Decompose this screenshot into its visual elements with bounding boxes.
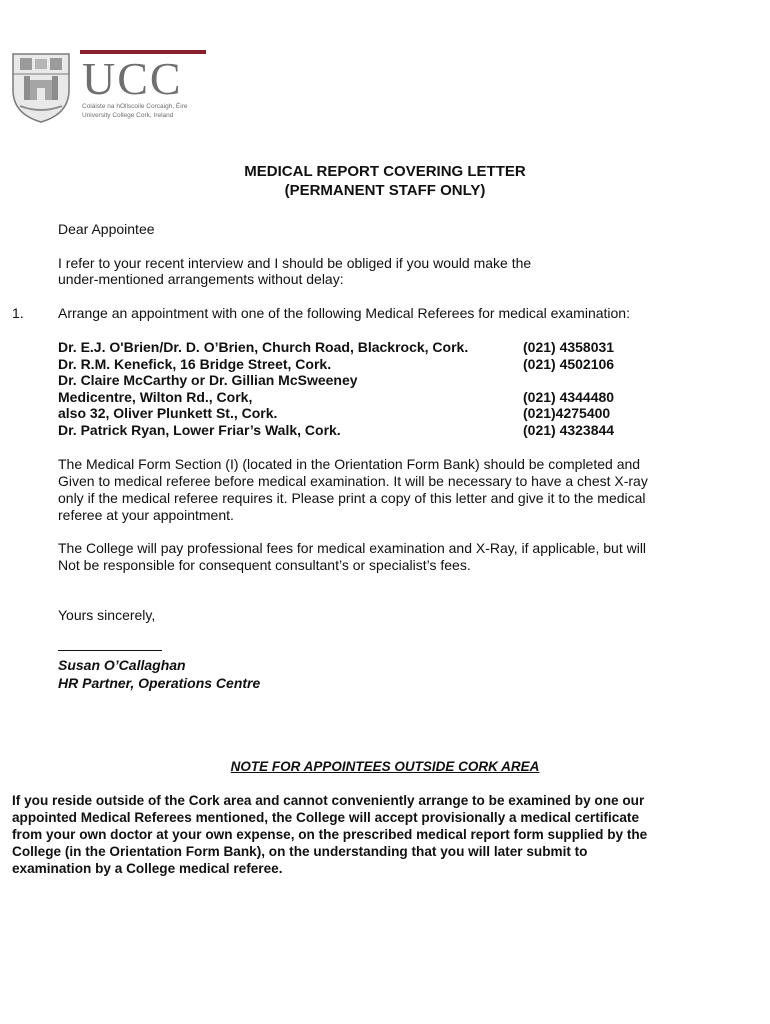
signatory-role: HR Partner, Operations Centre (58, 675, 261, 691)
referee-phone: (021) 4344480 (523, 389, 615, 405)
form-para-line-2: Given to medical referee before medical examination. It will be necessary to have a chest X-ray (58, 473, 648, 489)
referee-name: also 32, Oliver Plunkett St., Cork. (58, 405, 278, 421)
referee-name: Dr. E.J. O'Brien/Dr. D. O’Brien, Church Road, Blackrock, Cork. (58, 339, 469, 355)
item-number: 1. (12, 305, 24, 321)
closing: Yours sincerely, (58, 607, 156, 623)
note-heading: NOTE FOR APPOINTEES OUTSIDE CORK AREA (230, 759, 540, 774)
ucc-logo (10, 48, 210, 128)
referee-name: Medicentre, Wilton Rd., Cork, (58, 389, 253, 405)
referee-phone: (021) 4358031 (523, 339, 615, 355)
signature-line (58, 650, 162, 651)
crest-icon (10, 50, 72, 124)
referee-name: Dr. Patrick Ryan, Lower Friar’s Walk, Cork. (58, 422, 341, 438)
referee-phone: (021) 4323844 (523, 422, 615, 438)
note-line-4: College (in the Orientation Form Bank), on the understanding that you will later submit to (12, 844, 588, 859)
letter-title: MEDICAL REPORT COVERING LETTER (244, 163, 526, 180)
referee-phone: (021) 4502106 (523, 356, 615, 372)
letter-subtitle: (PERMANENT STAFF ONLY) (284, 182, 486, 199)
logo-wordmark: UCC (82, 53, 183, 104)
fees-para-line-1: The College will pay professional fees for medical examination and X-Ray, if applicable, but will (58, 540, 647, 556)
referee-name: Dr. Claire McCarthy or Dr. Gillian McSweeney (58, 372, 358, 388)
intro-line-1: I refer to your recent interview and I should be obliged if you would make the (58, 255, 532, 271)
form-para-line-4: referee at your appointment. (58, 507, 234, 523)
note-line-1: If you reside outside of the Cork area and cannot conveniently arrange to be examined by one our (12, 793, 645, 808)
logo-english-name: University College Cork, Ireland (82, 112, 174, 119)
form-para-line-1: The Medical Form Section (I) (located in the Orientation Form Bank) should be completed and (58, 456, 641, 472)
form-para-line-3: only if the medical referee requires it. Please print a copy of this letter and give it to the medical (58, 490, 646, 506)
item-text: Arrange an appointment with one of the following Medical Referees for medical examination: (58, 305, 630, 321)
greeting: Dear Appointee (58, 221, 155, 237)
note-line-2: appointed Medical Referees mentioned, the College will accept provisionally a medical certificate (12, 810, 640, 825)
note-line-5: examination by a College medical referee. (12, 861, 283, 876)
referee-phone: (021)4275400 (523, 405, 611, 421)
referee-name: Dr. R.M. Kenefick, 16 Bridge Street, Cork. (58, 356, 332, 372)
signatory-name: Susan O’Callaghan (58, 657, 186, 673)
intro-line-2: under-mentioned arrangements without delay: (58, 271, 344, 287)
fees-para-line-2: Not be responsible for consequent consultant’s or specialist’s fees. (58, 557, 471, 573)
note-line-3: from your own doctor at your own expense, on the prescribed medical report form supplied by the (12, 827, 648, 842)
logo-irish-name: Coláiste na hOllscoile Corcaigh, Éire (82, 103, 188, 110)
